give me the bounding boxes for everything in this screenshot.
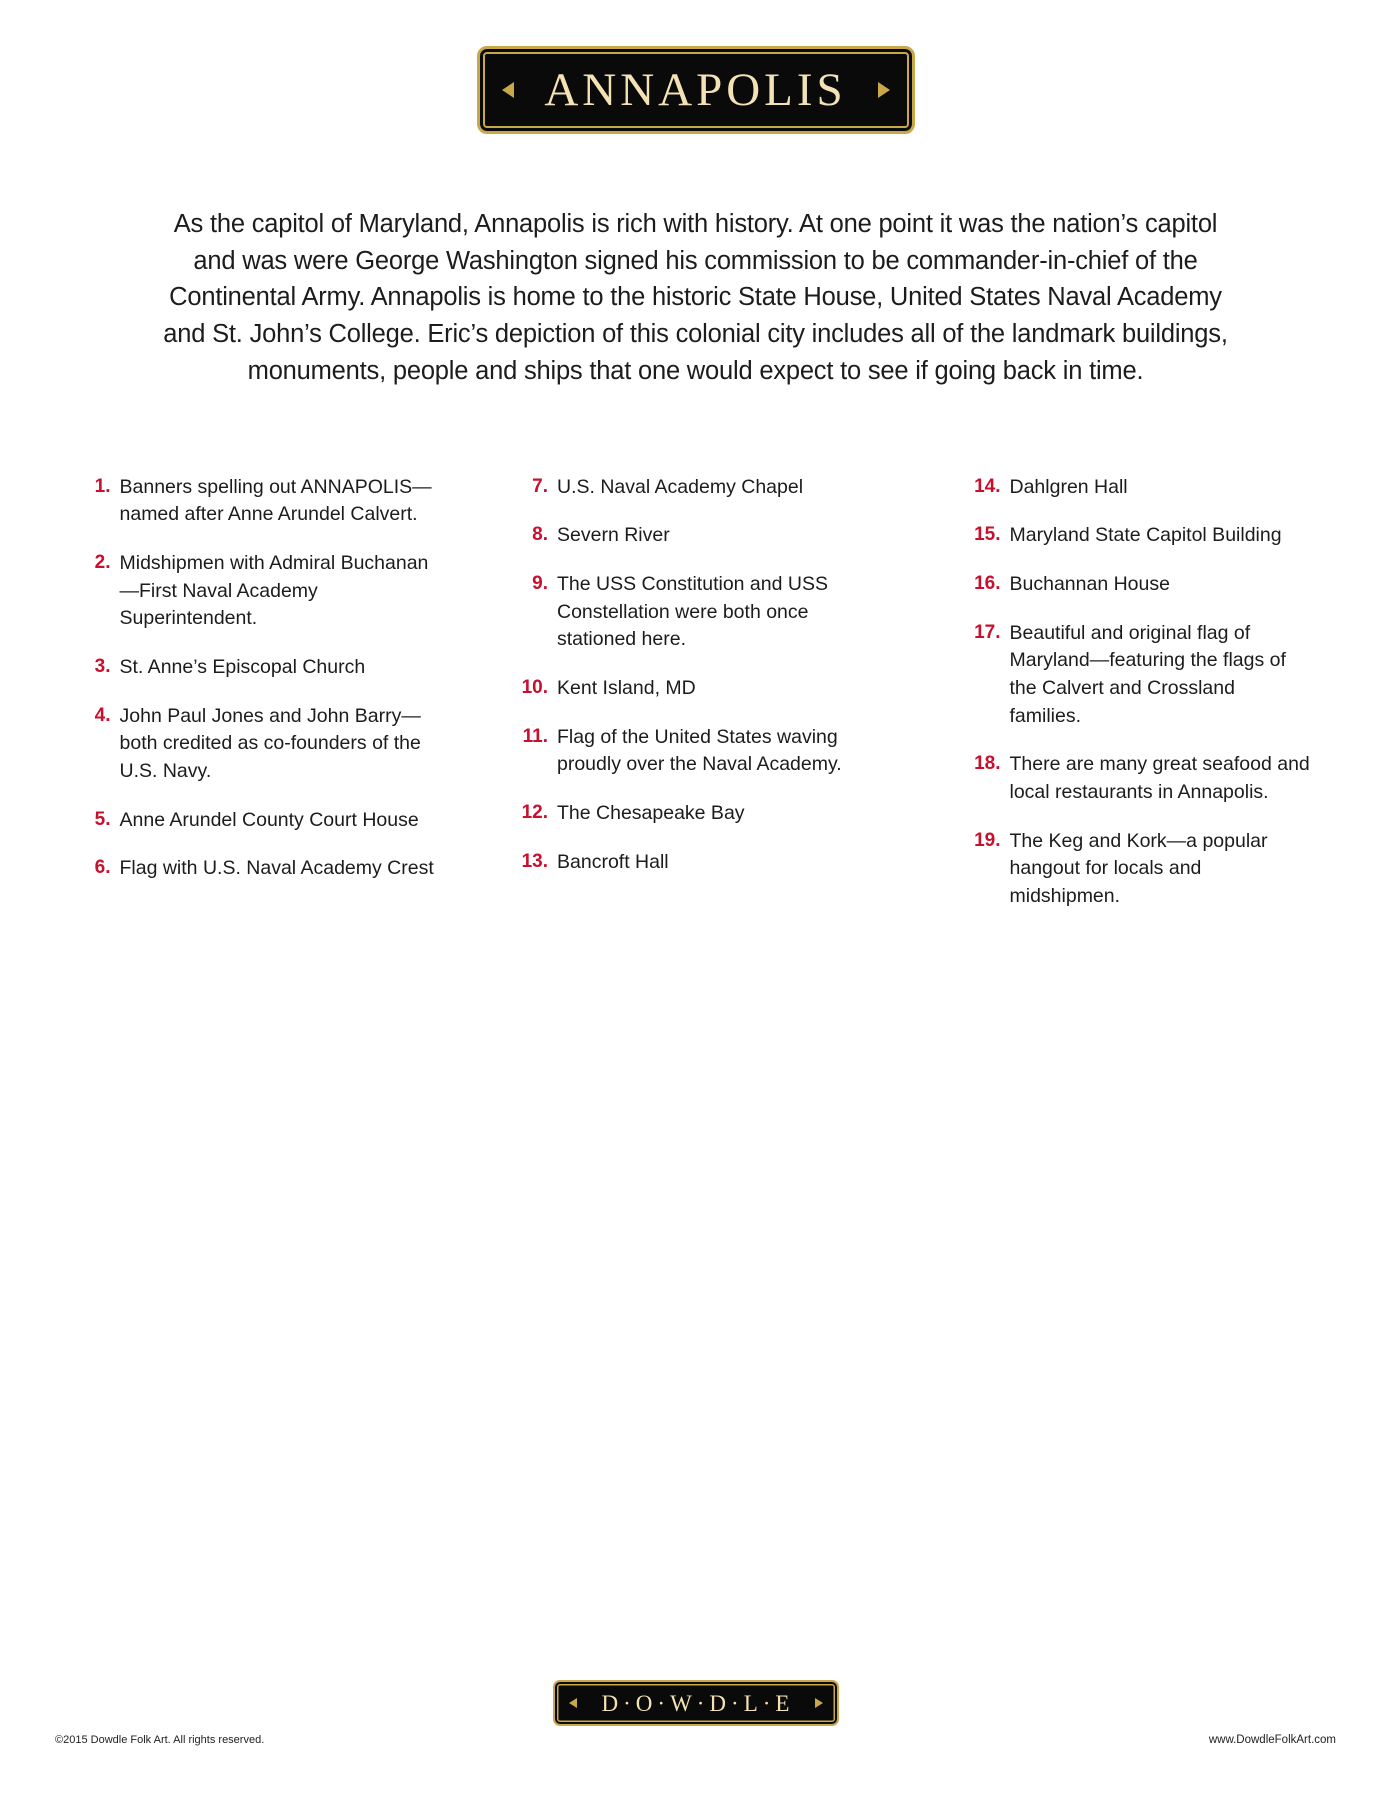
page-footer bbox=[0, 1680, 1391, 1770]
list-item-label: St. Anne’s Episcopal Church bbox=[119, 656, 366, 679]
list-item-number: 11. bbox=[522, 725, 548, 747]
list-item-number: 15. bbox=[974, 524, 1001, 546]
footer-right-ornament-icon bbox=[815, 1698, 823, 1708]
list-item bbox=[81, 807, 436, 835]
list-item-label: The USS Constitution and USS Constellation were both once stationed here. bbox=[557, 572, 828, 651]
list-item-number: 4. bbox=[94, 704, 111, 726]
list-item bbox=[518, 474, 888, 502]
list-item bbox=[971, 571, 1311, 599]
list-item-label: Anne Arundel County Court House bbox=[119, 808, 419, 831]
list-item-number: 7. bbox=[532, 475, 548, 497]
list-item-label: Flag of the United States waving proudly over the Naval Academy. bbox=[557, 725, 842, 776]
brand-plaque bbox=[553, 1680, 839, 1726]
list-item bbox=[971, 522, 1311, 550]
brand-name: D·O·W·D·L·E bbox=[601, 1690, 795, 1716]
list-item bbox=[81, 550, 436, 633]
list-item-label: Kent Island, MD bbox=[557, 677, 696, 700]
list-item-label: Maryland State Capitol Building bbox=[1009, 524, 1282, 547]
list-item-label: Bancroft Hall bbox=[557, 850, 669, 873]
list-item bbox=[971, 620, 1311, 731]
list-item bbox=[81, 474, 436, 529]
footer-left-ornament-icon bbox=[569, 1698, 577, 1708]
list-item-label: Midshipmen with Admiral Buchanan—First Naval Academy Superintendent. bbox=[119, 551, 429, 630]
list-item-label: There are many great seafood and local restaurants in Annapolis. bbox=[1009, 753, 1310, 804]
page-title: ANNAPOLIS bbox=[544, 63, 847, 116]
website-link[interactable]: www.DowdleFolkArt.com bbox=[1208, 1734, 1336, 1746]
title-plaque bbox=[477, 46, 915, 134]
list-item bbox=[971, 474, 1311, 502]
list-item-label: Flag with U.S. Naval Academy Crest bbox=[119, 857, 434, 880]
list-item-number: 6. bbox=[94, 857, 111, 879]
list-item bbox=[518, 522, 888, 550]
list-item-number: 5. bbox=[94, 808, 111, 830]
list-item-number: 12. bbox=[521, 802, 548, 824]
list-item-number: 9. bbox=[532, 572, 548, 594]
list-item-label: Buchannan House bbox=[1009, 572, 1170, 595]
legend-column-1 bbox=[81, 474, 436, 905]
list-item bbox=[518, 724, 888, 779]
list-item-label: The Chesapeake Bay bbox=[557, 802, 745, 825]
page-header bbox=[0, 0, 1391, 134]
list-item-number: 14. bbox=[974, 475, 1001, 497]
list-item-label: U.S. Naval Academy Chapel bbox=[557, 475, 804, 498]
list-item-number: 13. bbox=[521, 850, 548, 872]
list-item-number: 1. bbox=[94, 475, 111, 497]
list-item-label: Severn River bbox=[557, 524, 670, 547]
list-item-number: 16. bbox=[974, 572, 1001, 594]
list-item-number: 3. bbox=[94, 656, 111, 678]
list-item bbox=[971, 751, 1311, 806]
list-item-number: 17. bbox=[974, 621, 1001, 643]
list-item bbox=[81, 855, 436, 883]
legend-column-3 bbox=[971, 474, 1311, 932]
legend-list bbox=[81, 474, 1311, 932]
list-item bbox=[81, 703, 436, 786]
list-item-number: 10. bbox=[521, 677, 548, 699]
list-item bbox=[518, 800, 888, 828]
list-item bbox=[518, 675, 888, 703]
brand-plaque-wrap bbox=[0, 1680, 1391, 1726]
list-item-label: The Keg and Kork—a popular hangout for locals and midshipmen. bbox=[1009, 829, 1268, 908]
intro-paragraph: As the capitol of Maryland, Annapolis is rich with history. At one point it was the nation’s capitol and was were George Washington signed his commission to be commander-in-chief of the Continental Army. Annapolis is home to the historic State House, United States Naval Academy and St. John’s College. Eric’s depiction of this colonial city includes all of the landmark buildings, monuments, people and ships that one would expect to see if going back in time. bbox=[163, 210, 1228, 385]
list-item bbox=[518, 849, 888, 877]
plaque-left-ornament-icon bbox=[502, 82, 514, 98]
copyright-text: ©2015 Dowdle Folk Art. All rights reserved. bbox=[55, 1734, 265, 1746]
list-item-label: Beautiful and original flag of Maryland—featuring the flags of the Calvert and Crossland families. bbox=[1009, 621, 1286, 727]
list-item-label: John Paul Jones and John Barry—both credited as co-founders of the U.S. Navy. bbox=[119, 704, 421, 783]
legend-column-2 bbox=[518, 474, 888, 898]
list-item-number: 19. bbox=[974, 829, 1001, 851]
list-item-label: Dahlgren Hall bbox=[1009, 475, 1128, 498]
list-item-label: Banners spelling out ANNAPOLIS—named after Anne Arundel Calvert. bbox=[119, 475, 432, 526]
list-item bbox=[518, 571, 888, 654]
list-item-number: 8. bbox=[532, 524, 548, 546]
list-item-number: 18. bbox=[974, 753, 1001, 775]
list-item bbox=[81, 654, 436, 682]
list-item-number: 2. bbox=[94, 551, 111, 573]
list-item bbox=[971, 828, 1311, 911]
plaque-right-ornament-icon bbox=[878, 82, 890, 98]
